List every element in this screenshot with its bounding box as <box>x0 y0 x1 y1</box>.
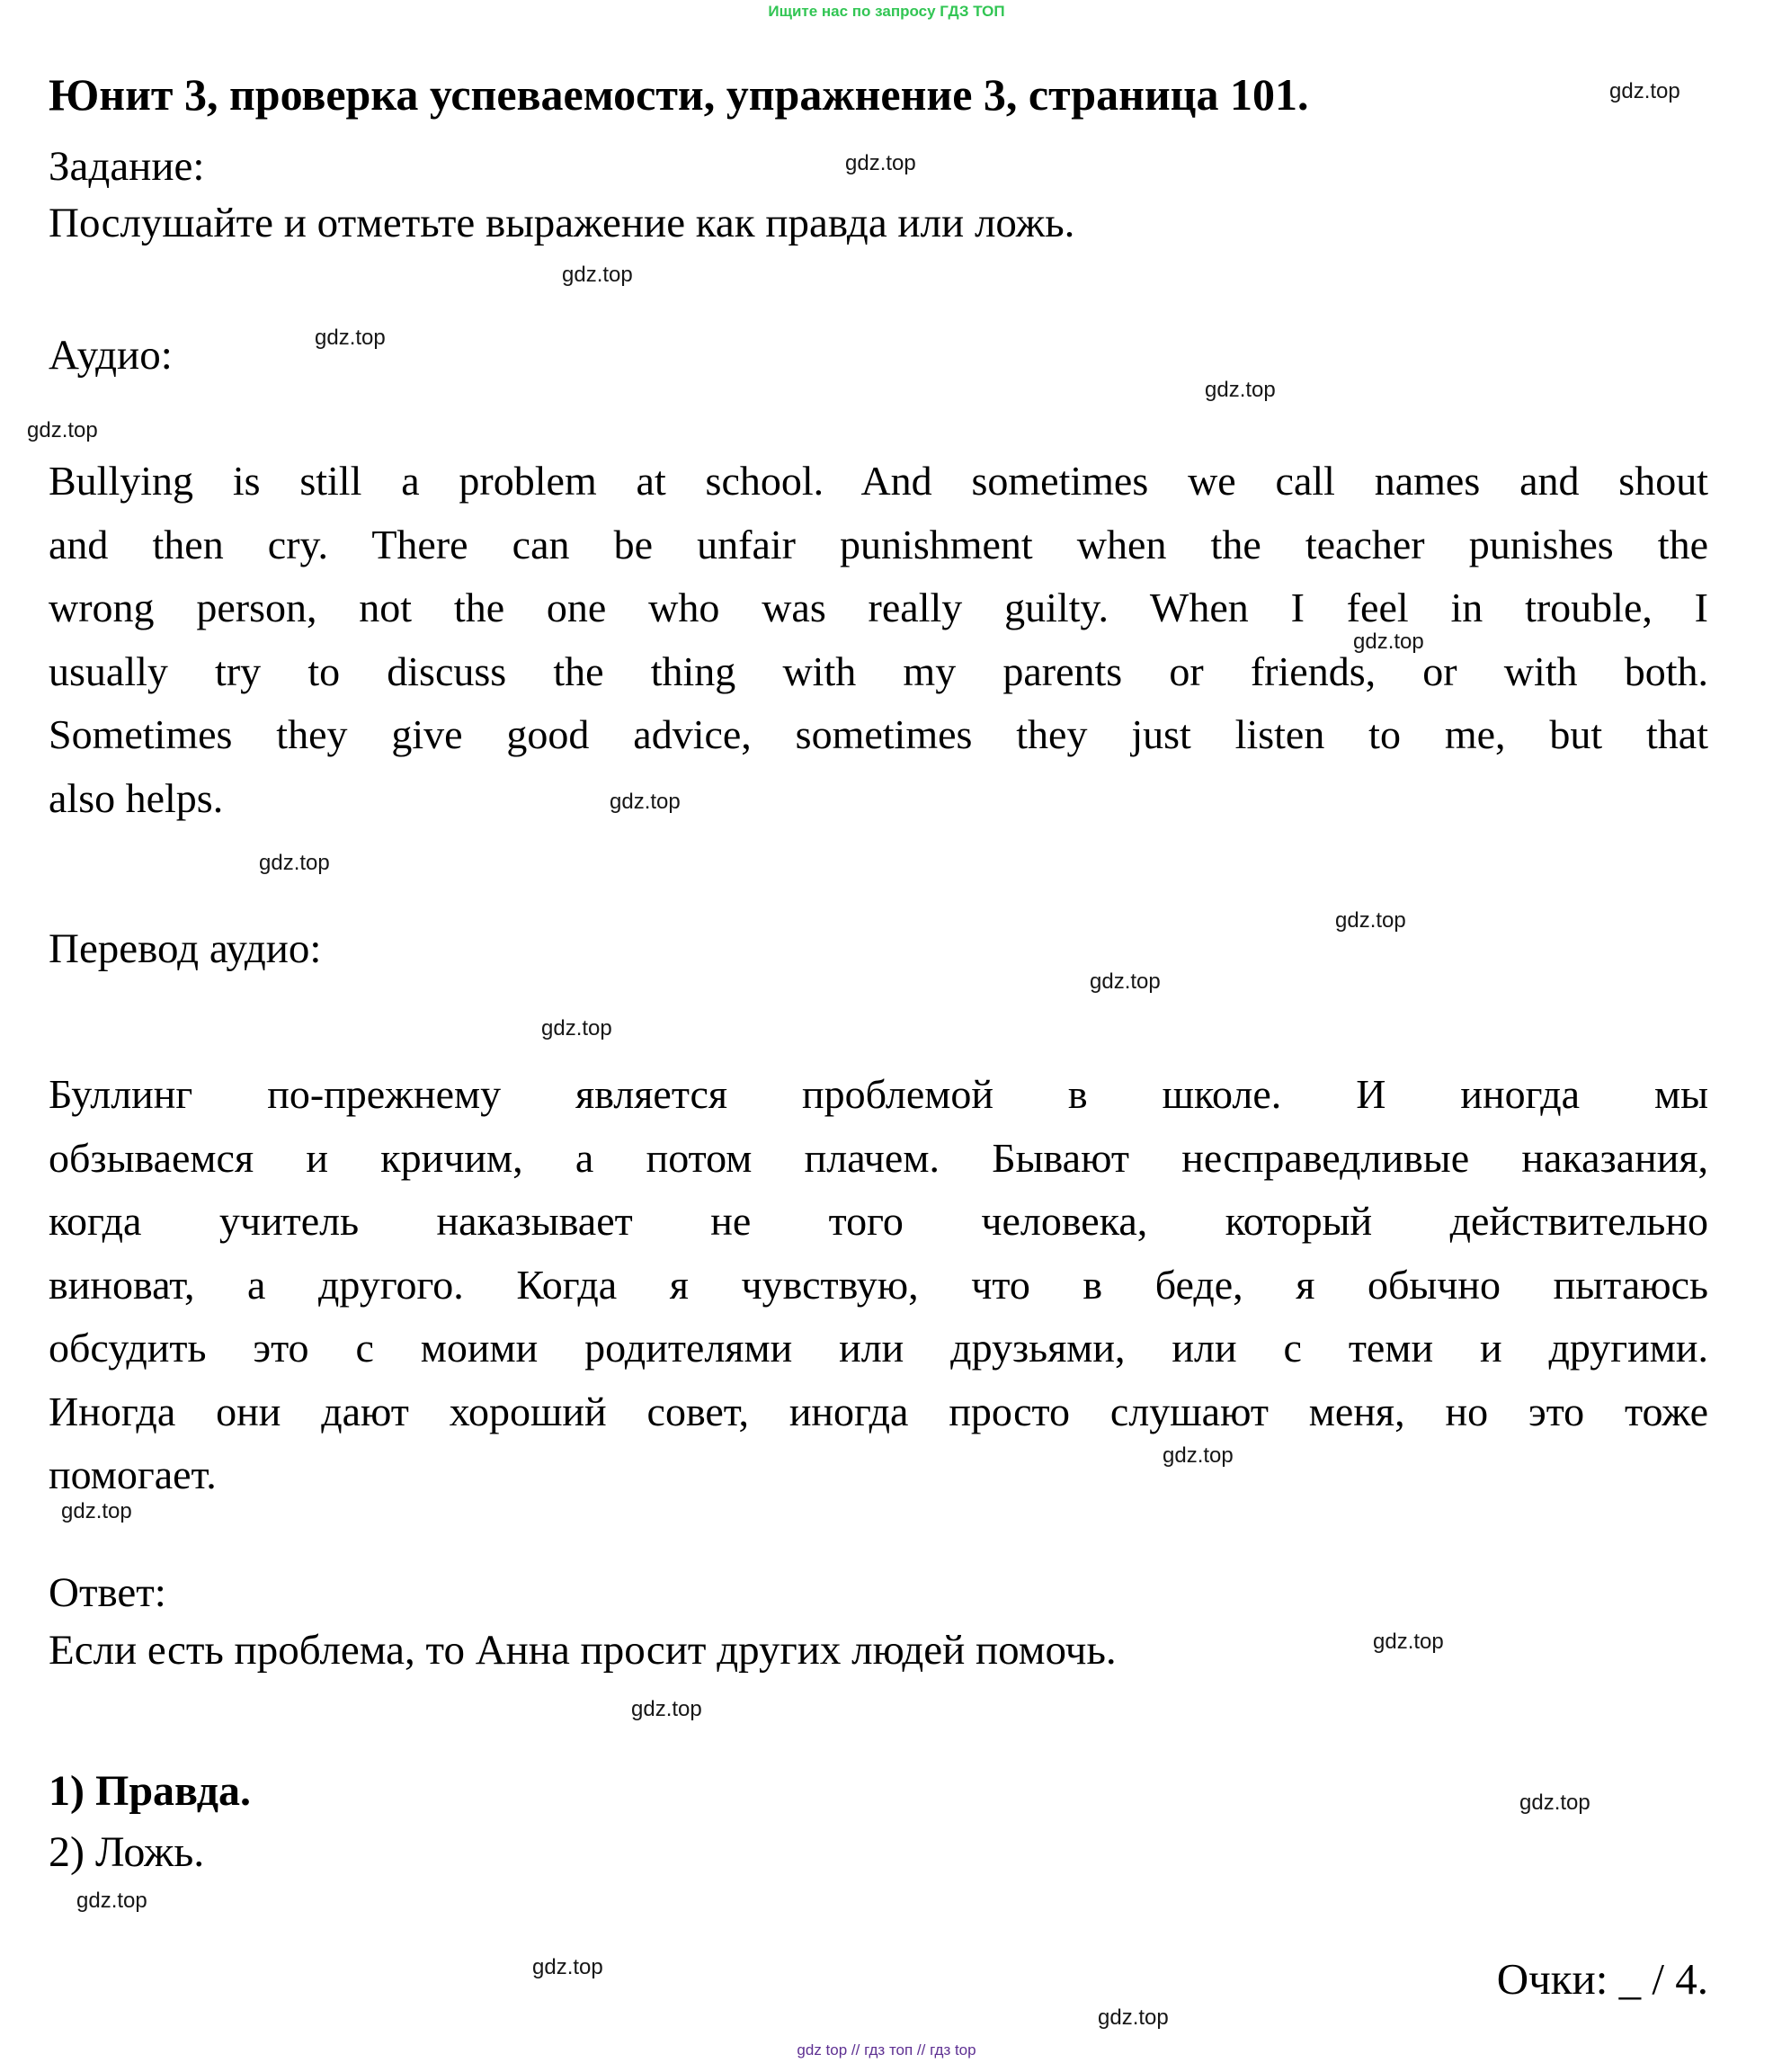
gdz-watermark: gdz.top <box>259 851 330 875</box>
text-line: помогает. <box>49 1451 217 1497</box>
answer-option-2: 2) Ложь. <box>49 1828 205 1876</box>
text-line: Sometimes they give good advice, sometimes they just listen to me, but that <box>49 711 1708 757</box>
text-line: Буллинг по-прежнему является проблемой в школе. И иногда мы <box>49 1071 1708 1117</box>
gdz-watermark: gdz.top <box>1098 2005 1169 2030</box>
page-title: Юнит 3, проверка успеваемости, упражнение 3, страница 101. <box>49 69 1309 120</box>
audio-transcript <box>49 450 1708 830</box>
gdz-watermark: gdz.top <box>61 1499 132 1523</box>
gdz-watermark: gdz.top <box>1353 630 1424 654</box>
gdz-watermark: gdz.top <box>1609 79 1680 103</box>
score-line: Очки: _ / 4. <box>1496 1954 1708 2004</box>
gdz-watermark: gdz.top <box>1090 969 1161 994</box>
gdz-watermark: gdz.top <box>1163 1443 1234 1468</box>
gdz-watermark: gdz.top <box>532 1955 603 1979</box>
text-line: and then cry. There can be unfair punishment when the teacher punishes the <box>49 521 1708 567</box>
text-line: обсудить это с моими родителями или друзьями, или с теми и другими. <box>49 1325 1708 1371</box>
gdz-watermark: gdz.top <box>1205 378 1276 402</box>
answer-label: Ответ: <box>49 1569 166 1616</box>
text-line: usually try to discuss the thing with my parents or friends, or with both. <box>49 648 1708 694</box>
text-line: Bullying is still a problem at school. And sometimes we call names and shout <box>49 458 1708 504</box>
gdz-watermark: gdz.top <box>76 1889 147 1913</box>
answer-text: Если есть проблема, то Анна просит других людей помочь. <box>49 1627 1117 1674</box>
promo-banner: Ищите нас по запросу ГДЗ ТОП <box>768 3 1005 20</box>
gdz-watermark: gdz.top <box>610 790 681 814</box>
text-line: обзываемся и кричим, а потом плачем. Бывают несправедливые наказания, <box>49 1134 1708 1181</box>
answer-option-1: 1) Правда. <box>49 1767 252 1815</box>
gdz-watermark: gdz.top <box>541 1016 612 1040</box>
gdz-watermark: gdz.top <box>1335 908 1406 933</box>
text-line: also helps. <box>49 774 224 821</box>
gdz-watermark: gdz.top <box>562 263 633 287</box>
gdz-watermark: gdz.top <box>315 326 386 350</box>
task-text: Послушайте и отметьте выражение как правда или ложь. <box>49 200 1075 246</box>
text-line: wrong person, not the one who was really guilty. When I feel in trouble, I <box>49 585 1708 630</box>
gdz-watermark: gdz.top <box>1373 1630 1444 1654</box>
audio-translation <box>49 1063 1708 1507</box>
text-line: виноват, а другого. Когда я чувствую, что в беде, я обычно пытаюсь <box>49 1261 1708 1308</box>
audio-label: Аудио: <box>49 332 173 379</box>
gdz-watermark: gdz.top <box>1519 1791 1590 1815</box>
gdz-watermark: gdz.top <box>631 1697 702 1721</box>
gdz-watermark: gdz.top <box>845 151 916 175</box>
footer-links: gdz top // гдз топ // гдз top <box>797 2041 976 2059</box>
text-line: когда учитель наказывает не того человека, который действительно <box>49 1198 1708 1244</box>
task-label: Задание: <box>49 143 205 190</box>
gdz-watermark: gdz.top <box>27 418 98 442</box>
text-line: Иногда они дают хороший совет, иногда просто слушают меня, но это тоже <box>49 1388 1708 1434</box>
translation-label: Перевод аудио: <box>49 925 322 972</box>
